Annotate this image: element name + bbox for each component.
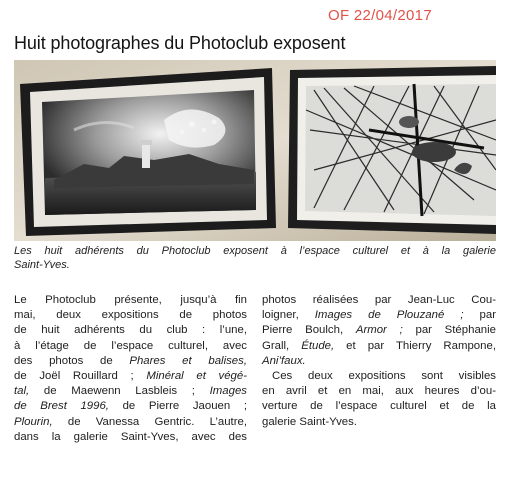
body-line: galerie Saint-Yves. bbox=[262, 415, 357, 428]
body-line: Ces deux expositions sont visibles bbox=[272, 370, 496, 383]
article-column-left bbox=[14, 293, 247, 445]
exhibit-title: de Brest 1996, bbox=[14, 400, 109, 413]
body-text: Pierre Boulch, bbox=[262, 324, 356, 337]
caption-line-2: Saint-Yves. bbox=[14, 259, 70, 271]
exhibit-title: Plourin, bbox=[14, 415, 53, 428]
article-headline: Huit photographes du Photoclub exposent bbox=[14, 33, 346, 53]
exhibit-title: Ani’faux. bbox=[262, 354, 306, 367]
body-line bbox=[262, 339, 496, 354]
body-line bbox=[14, 369, 247, 384]
caption-line-1: Les huit adhérents du Photoclub exposent à l’espace culturel et à la galerie bbox=[14, 245, 496, 257]
body-text: par bbox=[463, 309, 496, 322]
body-line: mai, deux expositions de photos bbox=[14, 309, 247, 322]
body-line bbox=[14, 384, 247, 399]
body-line: photos réalisées par Jean-Luc Cou- bbox=[262, 294, 496, 306]
exhibit-title: Phares et balises, bbox=[129, 354, 248, 367]
exhibit-title: Images bbox=[209, 385, 247, 398]
exhibit-title: Étude, bbox=[301, 339, 335, 352]
body-line bbox=[14, 354, 247, 369]
body-text: et par Thierry Rampone, bbox=[334, 339, 496, 352]
article-column-right bbox=[262, 293, 496, 430]
exhibit-title: tal, bbox=[14, 385, 30, 398]
body-line: dans la galerie Saint-Yves, avec des bbox=[14, 430, 247, 443]
body-line: à l’étage de l’espace culturel, avec bbox=[14, 339, 247, 352]
exhibit-title: Images de Plouzané ; bbox=[314, 309, 464, 322]
body-line bbox=[14, 399, 247, 414]
body-text: de Vanessa Gentric. L’autre, bbox=[52, 415, 247, 428]
body-line: verture de l’espace culturel et de la bbox=[262, 400, 496, 413]
body-line bbox=[262, 323, 496, 338]
body-text: de Joël Rouillard ; bbox=[14, 370, 147, 383]
body-line: en avril et en mai, aux heures d’ou- bbox=[262, 385, 496, 398]
photo-caption bbox=[14, 244, 496, 272]
date-stamp: OF 22/04/2017 bbox=[328, 7, 432, 24]
body-text: loigner, bbox=[262, 309, 315, 322]
body-text: de Pierre Jaouen ; bbox=[108, 400, 248, 413]
body-line: Le Photoclub présente, jusqu’à fin bbox=[14, 294, 247, 306]
body-line: de huit adhérents du club : l’une, bbox=[14, 324, 247, 337]
body-text: des photos de bbox=[14, 354, 130, 367]
body-text: Grall, bbox=[262, 339, 302, 352]
exhibit-title: Armor ; bbox=[355, 324, 403, 337]
body-text: de Maewenn Lasbleis ; bbox=[29, 385, 210, 398]
exhibit-title: Minéral et végé- bbox=[146, 370, 248, 383]
body-line bbox=[14, 415, 247, 430]
body-text: par Stéphanie bbox=[402, 324, 496, 337]
body-line bbox=[262, 308, 496, 323]
article-photo bbox=[14, 60, 496, 241]
